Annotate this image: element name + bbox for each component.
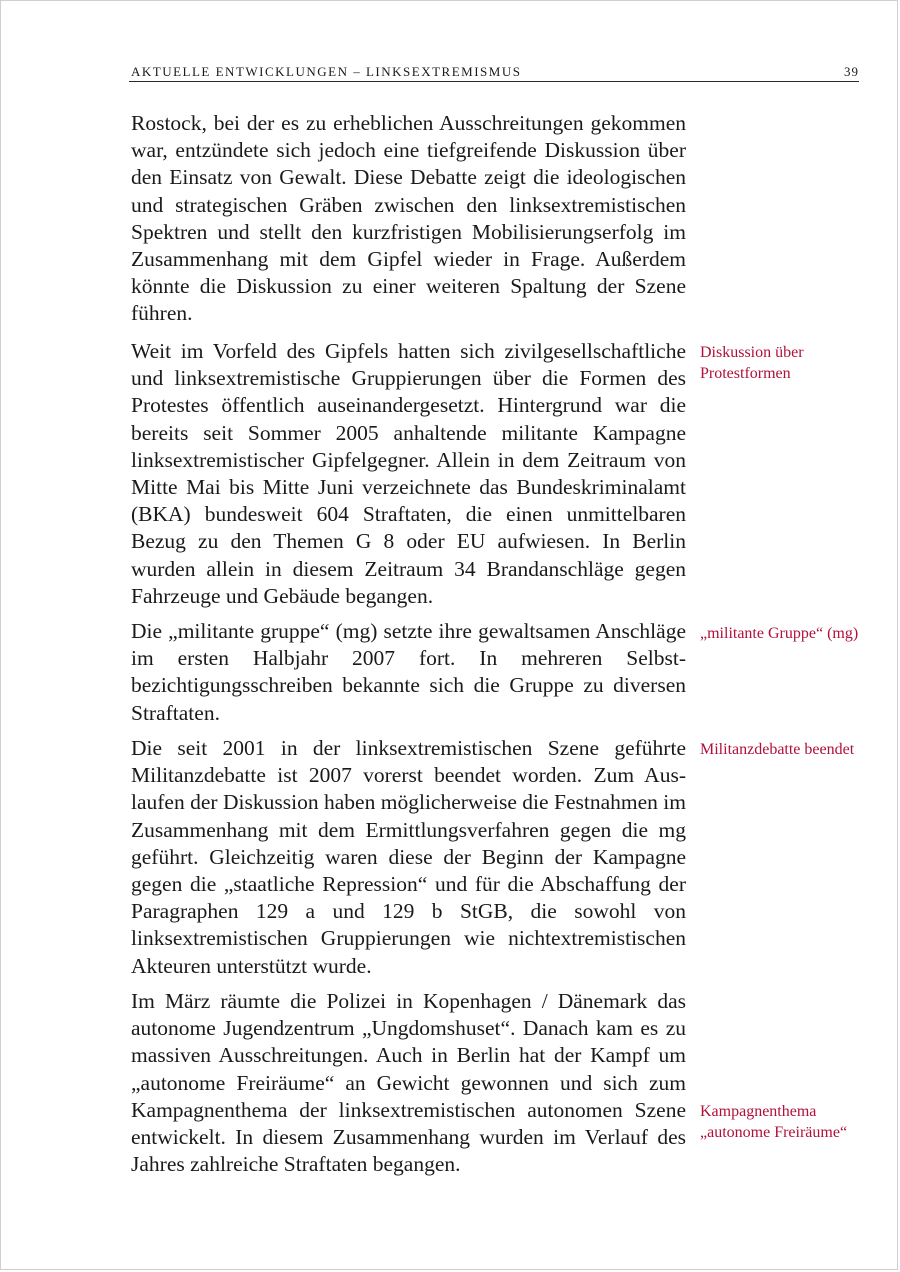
paragraph-1: Rostock, bei der es zu erheblichen Ausschreitungen gekommen war, entzündete sich jedoch eine tiefgreifende Diskussion über den Einsatz von Gewalt. Diese Debatte zeigt die ideologischen und strategischen Gräben zwischen den linksextremistischen Spektren und stellt den kurzfristigen Mobilisierungserfolg im Zusammenhang mit dem Gipfel wieder in Frage. Außerdem könnte die Diskussion zu einer weiteren Spaltung der Szene führen. bbox=[131, 111, 686, 326]
running-title: AKTUELLE ENTWICKLUNGEN – LINKSEXTREMISMUS bbox=[131, 64, 522, 79]
header-rule bbox=[129, 81, 859, 82]
paragraph-3: Die „militante gruppe“ (mg) setzte ihre gewaltsamen Anschläge im ersten Halbjahr 2007 fort. In mehreren Selbstbezichtigungsschreiben bekannte sich die Gruppe zu diversen Straftaten. bbox=[131, 619, 686, 725]
paragraph-5: Im März räumte die Polizei in Kopenhagen / Dänemark das autonome Jugendzentrum „Ungdomshuset“. Danach kam es zu massiven Ausschreitungen. Auch in Berlin hat der Kampf um „autonome Freiräume“ an Gewicht gewonnen und sich zum Kampagnenthema der linksextremistischen autonomen Szene entwickelt. In diesem Zusammenhang wurden im Verlauf des Jahres zahlreiche Straftaten begangen. bbox=[131, 989, 686, 1177]
margin-note-protestformen: Diskussion über Protestformen bbox=[700, 344, 804, 382]
paragraph-4: Die seit 2001 in der linksextremistischen Szene geführte Militanzdebatte ist 2007 vorerst beendet worden. Zum Auslaufen der Diskussion haben möglicherweise die Festnahmen im Zusammenhang mit dem Ermittlungsverfahren gegen die mg geführt. Gleichzeitig waren diese der Beginn der Kampagne gegen die „staatliche Repression“ und für die Abschaffung der Paragraphen 129 a und 129 b StGB, die sowohl von linksextremistischen Gruppierungen wie nichtextremistischen Akteuren unterstützt wurde. bbox=[131, 736, 686, 978]
margin-note-militanzdebatte: Militanzdebatte beendet bbox=[700, 741, 855, 758]
page-number: 39 bbox=[844, 64, 859, 79]
margin-note-militante-gruppe: „militante Gruppe“ (mg) bbox=[700, 625, 859, 642]
paragraph-2: Weit im Vorfeld des Gipfels hatten sich zivilgesellschaftliche und linksextremistische Gruppierungen über die Formen des Protestes öffentlich auseinandergesetzt. Hintergrund war die bereits seit Sommer 2005 anhaltende militante Kampagne linksextremistischer Gipfelgegner. Allein in dem Zeitraum von Mitte Mai bis Mitte Juni verzeichnete das Bundeskriminalamt (BKA) bundesweit 604 Straftaten, die einen unmittelbaren Bezug zu den Themen G 8 oder EU aufwiesen. In Berlin wurden allein in diesem Zeitraum 34 Brandanschläge gegen Fahrzeuge und Gebäude begangen. bbox=[131, 339, 686, 608]
margin-note-kampagnenthema: Kampagnenthema „autonome Freiräume“ bbox=[700, 1103, 848, 1141]
